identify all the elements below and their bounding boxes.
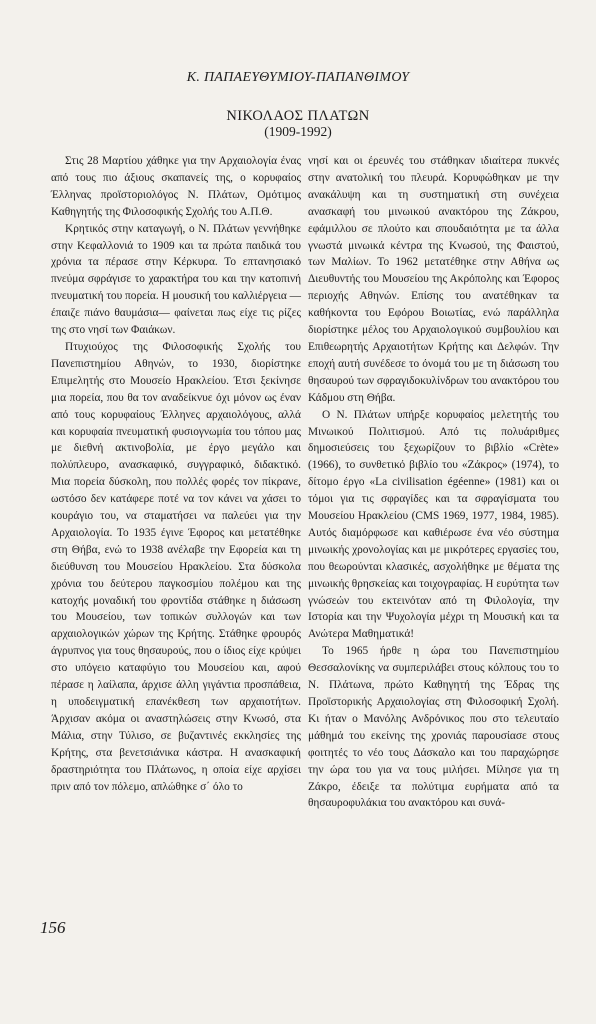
paragraph: Στις 28 Μαρτίου χάθηκε για την Αρχαιολογία ένας από τους πιο άξιους σκαπανείς της, ο κορυφαίος Έλληνας προϊστοριολόγος Ν. Πλάτων, Ομότιμος Καθηγητής της Φιλοσοφικής Σχολής του Α.Π.Θ. xyxy=(51,155,301,218)
article-years: (1909-1992) xyxy=(264,124,332,139)
right-column xyxy=(308,153,559,812)
article-title: ΝΙΚΟΛΑΟΣ ΠΛΑΤΩΝ xyxy=(226,108,370,124)
page-number: 156 xyxy=(40,918,66,937)
paragraph: Ο Ν. Πλάτων υπήρξε κορυφαίος μελετητής του Μινωικού Πολιτισμού. Από τις πολυάριθμες δημοσιεύσεις του ξεχωρίζουν το βιβλίο «Crète» (1966), το συνθετικό βιβλίο του «Ζάκρος» (1974), το δίτομο έργο «La civilisation égéenne» (1981) και οι τόμοι για τις σφραγίδες και τα σφραγίσματα του Μουσείου Ηρακλείου (CMS 1969, 1977, 1984, 1985). Αυτός διαμόρφωσε και καθιέρωσε ένα νέο σύστημα μινωικής χρονολογίας και με μικρότερες εργασίες του, που θεωρούνται κλασικές, ασχολήθηκε με θέματα της μινωικής θρησκείας και τοιχογραφίας. Η ευρύτητα των γνώσεών του εκτεινόταν από τη Φιλολογία, την Ιστορία και την Ψυχολογία μέχρι τη Μουσική και τα Ανώτερα Μαθηματικά! xyxy=(308,408,559,641)
paragraph: Πτυχιούχος της Φιλοσοφικής Σχολής του Πανεπιστημίου Αθηνών, το 1930, διορίστηκε Επιμελητής στο Μουσείο Ηρακλείου. Έτσι ξεκίνησε μια πορεία, που θα τον αναδείκνυε όχι μόνον ως έναν από τους κορυφαίους Έλληνες αρχαιολόγους, αλλά και κορυφαία πνευματική φυσιογνωμία του τόπου μας με διεθνή ακτινοβολία, με έργο μεγάλο και πολύπλευρο, ανασκαφικό, συγγραφικό, διδακτικό. Μια πορεία δύσκολη, που πολλές φορές τον πίκρανε, ωστόσο δεν κατάφερε ποτέ να τον κάνει να χάσει το κουράγιο του, να σταματήσει να παλεύει για την Αρχαιολογία. Το 1935 έγινε Έφορος και μετατέθηκε στη Θήβα, ενώ το 1938 ανέλαβε την Εφορεία και τη διεύθυνση του Μουσείου Ηρακλείου. Στα δύσκολα χρόνια του δεύτερου παγκοσμίου πολέμου και της κατοχής μοναδική του φροντίδα στάθηκε η διάσωση του Μουσείου, των τοπικών συλλογών και των αρχαιολογικών χώρων της Κρήτης. Στάθηκε φρουρός άγρυπνος για τους θησαυρούς, που ο ίδιος είχε κρύψει στο υπόγειο καταφύγιο του Μουσείου και, αφού πέρασε η λαίλαπα, άρχισε άλλη γιγάντια προσπάθεια, η υποδειγματική επανέκθεση των αρχαιοτήτων. Άρχισαν ακόμα οι αναστηλώσεις στην Κνωσό, στα Μάλια, στην Τύλισο, σε βυζαντινές εκκλησίες της Κρήτης, στα βενετσιάνικα κάστρα. Η ανασκαφική δραστηριότητα του Πλάτωνος, η οποία είχε αρχίσει πριν από τον πόλεμο, απλώθηκε σ΄ όλο το xyxy=(51,340,301,793)
author-name: Κ. ΠΑΠΑΕΥΘΥΜΙΟΥ-ΠΑΠΑΝΘΙΜΟΥ xyxy=(186,70,410,85)
paragraph: Κρητικός στην καταγωγή, ο Ν. Πλάτων γεννήθηκε στην Κεφαλλονιά το 1909 και τα πρώτα παιδικά του χρόνια τα πέρασε στην Κέρκυρα. Το επτανησιακό πνεύμα σφράγισε το χαρακτήρα του και την κατοπινή πνευματική του πορεία. Η μουσική του καλλιέργεια —έπαιζε πιάνο θαυμάσια— φαίνεται πως είχε τις ρίζες της στο νησί των Φαιάκων. xyxy=(51,222,301,337)
paragraph: νησί και οι έρευνές του στάθηκαν ιδιαίτερα πυκνές στην ανατολική του πλευρά. Κορυφώθηκαν με την ανακάλυψη και τη συστηματική στη συνέχεια ανασκαφή του μινωικού ανακτόρου της Ζάκρου, εφάμιλλου σε πλούτο και σπουδαιότητα με τα άλλα γνωστά μινωικά κέντρα της Κνωσού, της Φαιστού, των Μαλίων. Το 1962 μετατέθηκε στην Αθήνα ως Διευθυντής του Μουσείου της Ακρόπολης και Έφορος περιοχής Αθηνών. Επίσης του ανατέθηκαν τα καθήκοντα του Εφόρου Βοιωτίας, ενώ παράλληλα διορίστηκε μέλος του Αρχαιολογικού συμβουλίου και Επιθεωρητής Αρχαιοτήτων Κρήτης και Δελφών. Την εποχή αυτή συνέδεσε το όνομά του με τη διάσωση του θησαυρού των σφραγιδοκυλίνδρων του ανακτόρου του Κάδμου στη Θήβα. xyxy=(308,155,559,404)
paragraph: Το 1965 ήρθε η ώρα του Πανεπιστημίου Θεσσαλονίκης να συμπεριλάβει στους κόλπους του το Ν. Πλάτωνα, πρώτο Καθηγητή της Έδρας της Προϊστορικής Αρχαιολογίας στη Φιλοσοφική Σχολή. Κι ήταν ο Μανόλης Ανδρόνικος που στο τελευταίο μάθημά του εκείνης της χρονιάς παρουσίασε στους φοιτητές το νέο τους Δάσκαλο και του παραχώρησε την ώρα του για να τους μιλήσει. Μίλησε για τη Ζάκρο, έδειξε τα πολύτιμα ευρήματα από τα θησαυροφυλάκια του ανακτόρου και συνά- xyxy=(308,645,559,810)
left-column xyxy=(51,153,301,795)
